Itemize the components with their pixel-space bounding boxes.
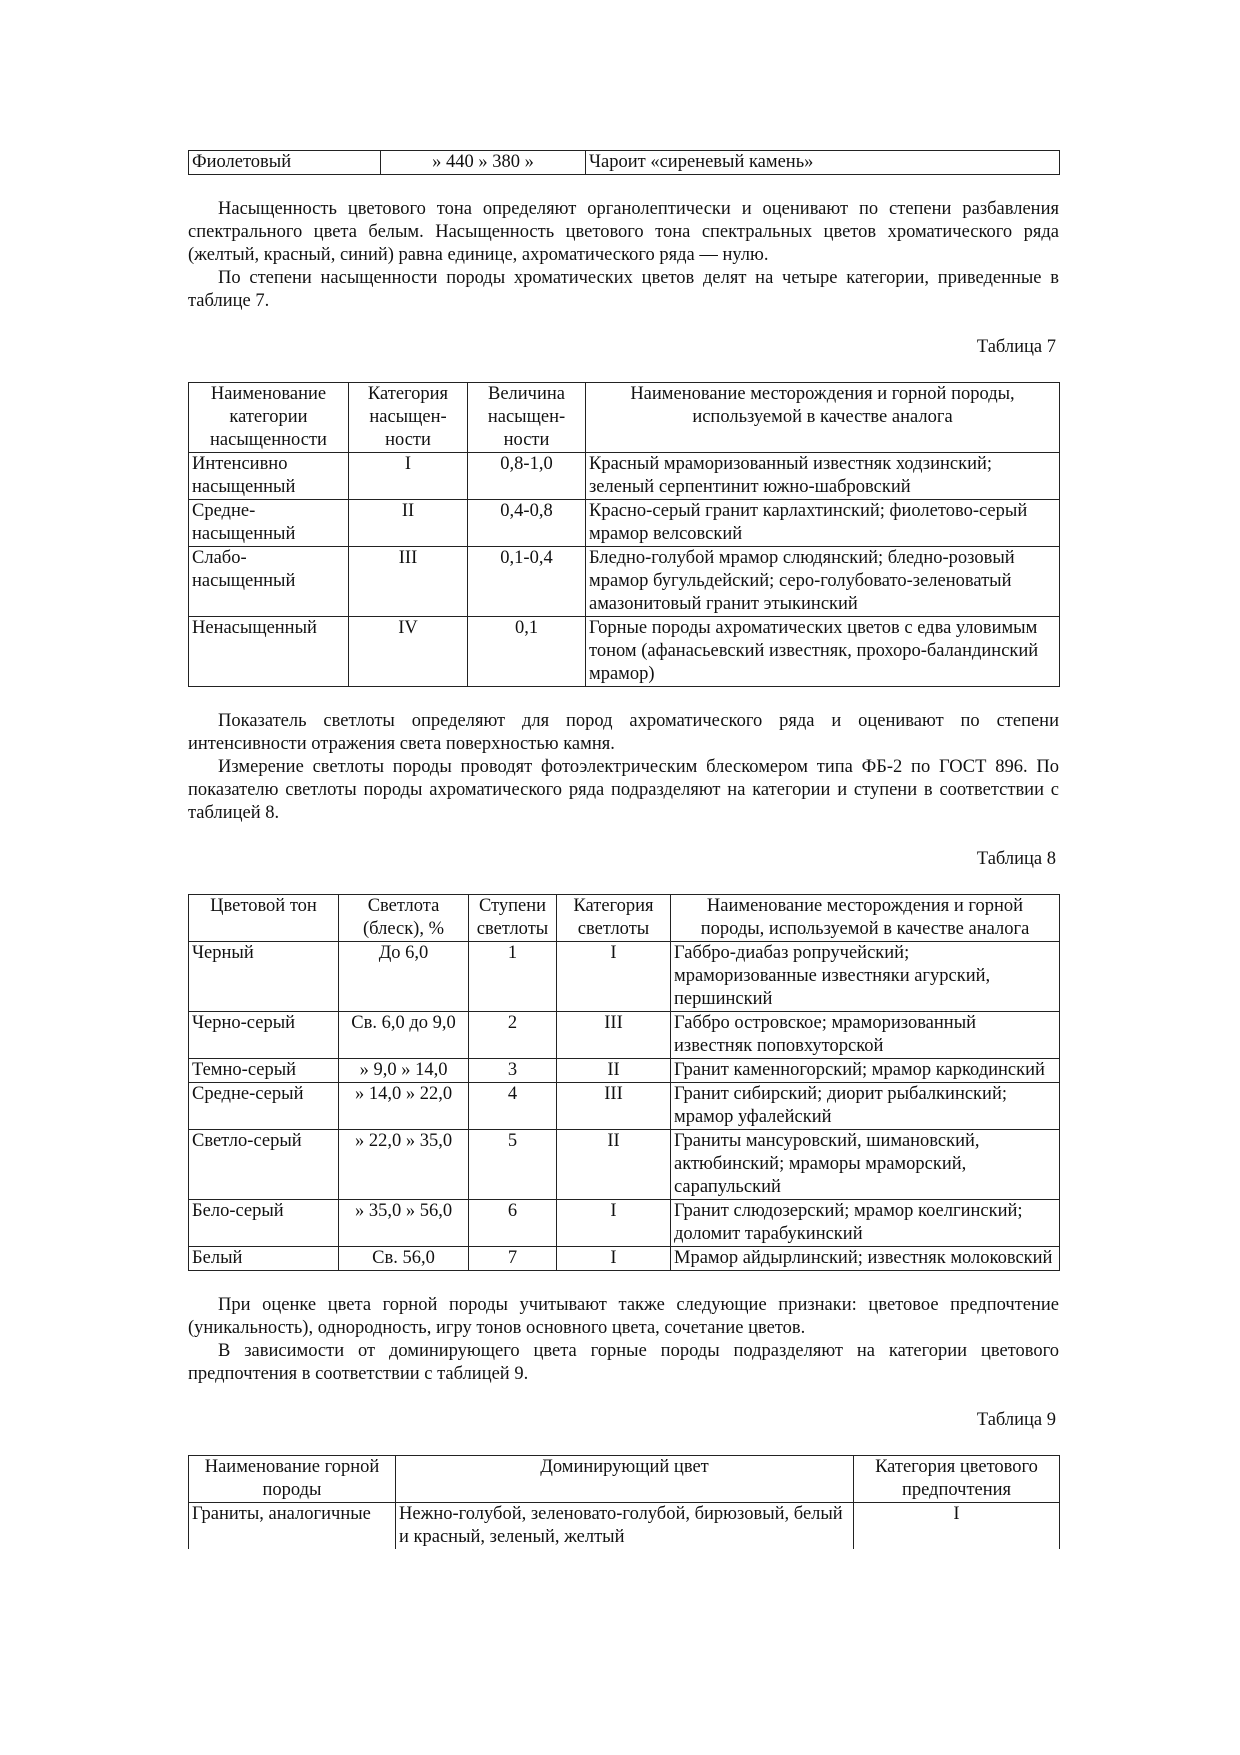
table-cell: До 6,0 xyxy=(339,942,469,1012)
paragraph: В зависимости от доминирующего цвета горные породы подразделяют на категории цветового предпочтения в соответствии с таблицей 9. xyxy=(188,1341,1059,1384)
column-header: Наименование месторождения и горной породы, используемой в качестве аналога xyxy=(586,383,1060,453)
table-row xyxy=(189,1012,1060,1059)
column-header: Светлота (блеск), % xyxy=(339,895,469,942)
table-row xyxy=(189,1130,1060,1200)
table-cell: Ненасыщенный xyxy=(189,617,349,687)
table9 xyxy=(188,1455,1060,1549)
column-header: Ступени светлоты xyxy=(469,895,557,942)
column-header: Доминирующий цвет xyxy=(396,1456,854,1503)
table-header-row xyxy=(189,895,1060,942)
table-cell: Св. 6,0 до 9,0 xyxy=(339,1012,469,1059)
table-cell: Горные породы ахроматических цветов с едва уловимым тоном (афанасьевский известняк, прохоро-баландинский мрамор) xyxy=(586,617,1060,687)
table-row xyxy=(189,1059,1060,1083)
table-row xyxy=(189,1200,1060,1247)
table-cell: 7 xyxy=(469,1247,557,1271)
column-header: Цветовой тон xyxy=(189,895,339,942)
table-cell: IV xyxy=(349,617,468,687)
table6-continuation xyxy=(188,150,1060,175)
table-cell: Граниты, аналогичные xyxy=(189,1503,396,1550)
table-cell: III xyxy=(557,1083,671,1130)
table-row xyxy=(189,547,1060,617)
table-cell: Бело-серый xyxy=(189,1200,339,1247)
column-header: Величина насыщен-ности xyxy=(468,383,586,453)
column-header: Наименование месторождения и горной породы, используемой в качестве аналога xyxy=(671,895,1060,942)
table-cell: 2 xyxy=(469,1012,557,1059)
table-row xyxy=(189,1247,1060,1271)
table-row xyxy=(189,617,1060,687)
table-row xyxy=(189,151,1060,175)
table-cell: Интенсивно насыщенный xyxy=(189,453,349,500)
table-cell: I xyxy=(557,1200,671,1247)
color-name-cell: Фиолетовый xyxy=(189,151,381,175)
table-cell: Гранит каменногорский; мрамор каркодинский xyxy=(671,1059,1060,1083)
table-row xyxy=(189,1083,1060,1130)
table-cell: Светло-серый xyxy=(189,1130,339,1200)
table-cell: Граниты мансуровский, шимановский, актюбинский; мраморы мраморский, сарапульский xyxy=(671,1130,1060,1200)
paragraph: Измерение светлоты породы проводят фотоэлектрическим блескомером типа ФБ-2 по ГОСТ 896. По показателю светлоты породы ахроматического ряда подразделяют на категории и ступени в соответствии с таблицей 8. xyxy=(188,757,1059,823)
table-cell: Слабо-насыщенный xyxy=(189,547,349,617)
table-cell: » 22,0 » 35,0 xyxy=(339,1130,469,1200)
table-cell: 1 xyxy=(469,942,557,1012)
table7 xyxy=(188,382,1060,687)
table-cell: II xyxy=(557,1059,671,1083)
table-header-row xyxy=(189,1456,1060,1503)
column-header: Наименование горной породы xyxy=(189,1456,396,1503)
column-header: Категория светлоты xyxy=(557,895,671,942)
table8 xyxy=(188,894,1060,1271)
table-cell: Черный xyxy=(189,942,339,1012)
table-cell: 4 xyxy=(469,1083,557,1130)
table-cell: Габбро островское; мраморизованный известняк поповхуторской xyxy=(671,1012,1060,1059)
table-cell: Красно-серый гранит карлахтинский; фиолетово-серый мрамор велсовский xyxy=(586,500,1060,547)
table-cell: » 35,0 » 56,0 xyxy=(339,1200,469,1247)
table-cell: 0,1-0,4 xyxy=(468,547,586,617)
table-cell: Св. 56,0 xyxy=(339,1247,469,1271)
table-cell: Гранит слюдозерский; мрамор коелгинский; доломит тарабукинский xyxy=(671,1200,1060,1247)
table-cell: 0,8-1,0 xyxy=(468,453,586,500)
table-cell: III xyxy=(349,547,468,617)
paragraph: Показатель светлоты определяют для пород ахроматического ряда и оценивают по степени интенсивности отражения света поверхностью камня. xyxy=(188,711,1059,754)
table-cell: Бледно-голубой мрамор слюдянский; бледно-розовый мрамор бугульдейский; серо-голубовато-зеленоватый амазонитовый гранит этыкинский xyxy=(586,547,1060,617)
paragraph: При оценке цвета горной породы учитывают также следующие признаки: цветовое предпочтение (уникальность), однородность, игру тонов основного цвета, сочетание цветов. xyxy=(188,1295,1059,1338)
column-header: Категория цветового предпочтения xyxy=(854,1456,1060,1503)
table-cell: 5 xyxy=(469,1130,557,1200)
table-cell: Мрамор айдырлинский; известняк молоковский xyxy=(671,1247,1060,1271)
table-cell: I xyxy=(854,1503,1060,1550)
document-page xyxy=(188,150,1059,1549)
table-cell: 0,1 xyxy=(468,617,586,687)
table-cell: 6 xyxy=(469,1200,557,1247)
analog-cell: Чароит «сиреневый камень» xyxy=(586,151,1060,175)
table-cell: Средне-серый xyxy=(189,1083,339,1130)
table-caption: Таблица 8 xyxy=(976,849,1056,869)
column-header: Категория насыщен-ности xyxy=(349,383,468,453)
table-caption: Таблица 7 xyxy=(976,337,1056,357)
table-cell: Белый xyxy=(189,1247,339,1271)
table-cell: III xyxy=(557,1012,671,1059)
table-cell: 0,4-0,8 xyxy=(468,500,586,547)
table-cell: II xyxy=(557,1130,671,1200)
table-cell: Габбро-диабаз ропручейский; мраморизованные известняки агурский, першинский xyxy=(671,942,1060,1012)
table-cell: Темно-серый xyxy=(189,1059,339,1083)
table-cell: I xyxy=(349,453,468,500)
table-cell: 3 xyxy=(469,1059,557,1083)
table-cell: I xyxy=(557,942,671,1012)
table-header-row xyxy=(189,383,1060,453)
wavelength-cell: » 440 » 380 » xyxy=(381,151,586,175)
table-cell: Красный мраморизованный известняк ходзинский; зеленый серпентинит южно-шабровский xyxy=(586,453,1060,500)
table-cell: Черно-серый xyxy=(189,1012,339,1059)
table-row xyxy=(189,500,1060,547)
table-cell: Средне-насыщенный xyxy=(189,500,349,547)
table-row xyxy=(189,1503,1060,1550)
table-cell: I xyxy=(557,1247,671,1271)
table-cell: » 9,0 » 14,0 xyxy=(339,1059,469,1083)
table-cell: Нежно-голубой, зеленовато-голубой, бирюзовый, белый и красный, зеленый, желтый xyxy=(396,1503,854,1550)
column-header: Наименование категории насыщенности xyxy=(189,383,349,453)
paragraph: По степени насыщенности породы хроматических цветов делят на четыре категории, приведенные в таблице 7. xyxy=(188,268,1059,311)
table-row xyxy=(189,942,1060,1012)
table-caption: Таблица 9 xyxy=(976,1410,1056,1430)
table-row xyxy=(189,453,1060,500)
table-cell: Гранит сибирский; диорит рыбалкинский; мрамор уфалейский xyxy=(671,1083,1060,1130)
table-cell: » 14,0 » 22,0 xyxy=(339,1083,469,1130)
paragraph: Насыщенность цветового тона определяют органолептически и оценивают по степени разбавления спектрального цвета белым. Насыщенность цветового тона спектральных цветов хроматического ряда (желтый, красный, синий) равна единице, ахроматического ряда — нулю. xyxy=(188,199,1059,265)
table-cell: II xyxy=(349,500,468,547)
